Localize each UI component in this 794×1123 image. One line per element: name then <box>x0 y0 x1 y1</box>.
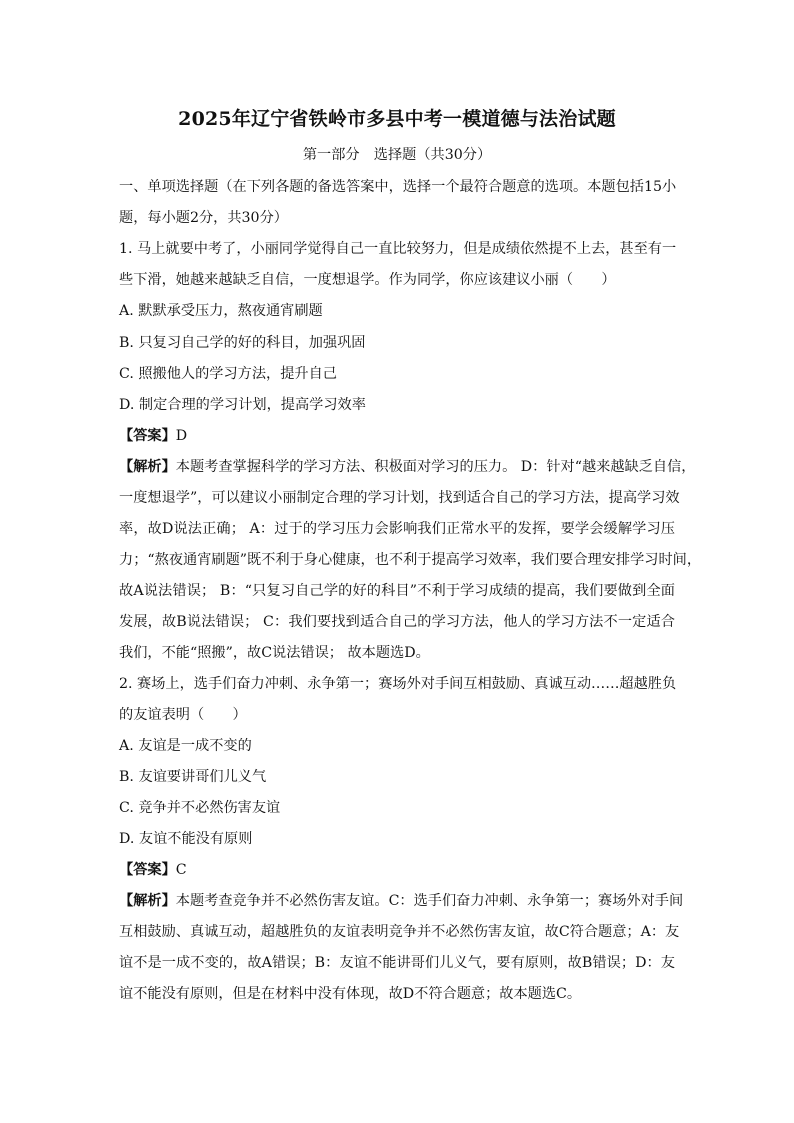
question-1-option-c: C. 照搬他人的学习方法，提升自己 <box>119 366 337 382</box>
section-title: 第一部分 选择题（共30分） <box>302 147 492 163</box>
instructions-line: 题，每小题2分，共30分） <box>119 210 288 226</box>
question-2-analysis-line <box>119 890 684 910</box>
answer-value: D <box>175 428 188 444</box>
analysis-label: 【解析】 <box>119 459 176 475</box>
question-2-stem-line: 的友谊表明（ ） <box>119 707 247 723</box>
question-2-analysis-line: 互相鼓励、真诚互动，超越胜负的友谊表明竞争并不必然伤害友谊，故C符合题意；A：友 <box>119 924 680 940</box>
question-1-analysis-line: 故A说法错误； B：“只复习自己学的好的科目”不利于学习成绩的提高，我们要做到全面 <box>119 583 675 599</box>
question-1-answer <box>119 425 187 445</box>
answer-label: 【答案】 <box>119 862 176 878</box>
question-2-analysis-line: 谊不是一成不变的，故A错误；B：友谊不能讲哥们儿义气，要有原则，故B错误；D：友 <box>119 955 675 971</box>
analysis-text: 本题考查竞争并不必然伤害友谊。C：选手们奋力冲刺、永争第一；赛场外对手间 <box>175 893 684 909</box>
question-1-analysis-line: 率，故D说法正确； A：过于的学习压力会影响我们正常水平的发挥，要学会缓解学习压 <box>119 521 675 537</box>
question-1-analysis-line <box>119 456 696 476</box>
question-2-answer <box>119 859 187 879</box>
question-1-option-b: B. 只复习自己学的好的科目，加强巩固 <box>119 335 366 351</box>
answer-value: C <box>175 862 187 878</box>
analysis-text: 本题考查掌握科学的学习方法、积极面对学习的压力。 D：针对“越来越缺乏自信， <box>175 459 696 475</box>
question-1-stem-line: 些下滑，她越来越缺乏自信，一度想退学。作为同学，你应该建议小丽（ ） <box>119 272 616 288</box>
instructions-line: 一、单项选择题（在下列各题的备选答案中，选择一个最符合题意的选项。本题包括15小 <box>119 179 677 195</box>
answer-label: 【答案】 <box>119 428 176 444</box>
question-2-option-b: B. 友谊要讲哥们儿义气 <box>119 769 267 785</box>
question-1-option-d: D. 制定合理的学习计划，提高学习效率 <box>119 397 366 413</box>
question-1-analysis-line: 我们，不能“照搬”，故C说法错误； 故本题选D。 <box>119 645 430 661</box>
question-2-option-c: C. 竞争并不必然伤害友谊 <box>119 800 281 816</box>
question-1-stem-line: 1. 马上就要中考了，小丽同学觉得自己一直比较努力，但是成绩依然提不上去，甚至有一 <box>119 241 677 257</box>
question-1-option-a: A. 默默承受压力，熬夜通宵刷题 <box>119 303 323 319</box>
question-2-stem-line: 2. 赛场上，选手们奋力冲刺、永争第一；赛场外对手间互相鼓励、真诚互动……超越胜负 <box>119 676 677 692</box>
question-2-option-a: A. 友谊是一成不变的 <box>119 738 252 754</box>
question-1-analysis-line: 力；“熬夜通宵刷题”既不利于身心健康，也不利于提高学习效率，我们要合理安排学习时间， <box>119 552 702 568</box>
page-title: 2025年辽宁省铁岭市多县中考一模道德与法治试题 <box>178 108 616 130</box>
question-2-option-d: D. 友谊不能没有原则 <box>119 831 253 847</box>
question-2-analysis-line: 谊不能没有原则，但是在材料中没有体现，故D不符合题意；故本题选C。 <box>119 986 582 1002</box>
question-1-analysis-line: 发展，故B说法错误； C：我们要找到适合自己的学习方法，他人的学习方法不一定适合 <box>119 614 675 630</box>
analysis-label: 【解析】 <box>119 893 176 909</box>
question-1-analysis-line: 一度想退学”，可以建议小丽制定合理的学习计划，找到适合自己的学习方法，提高学习效 <box>119 490 680 506</box>
